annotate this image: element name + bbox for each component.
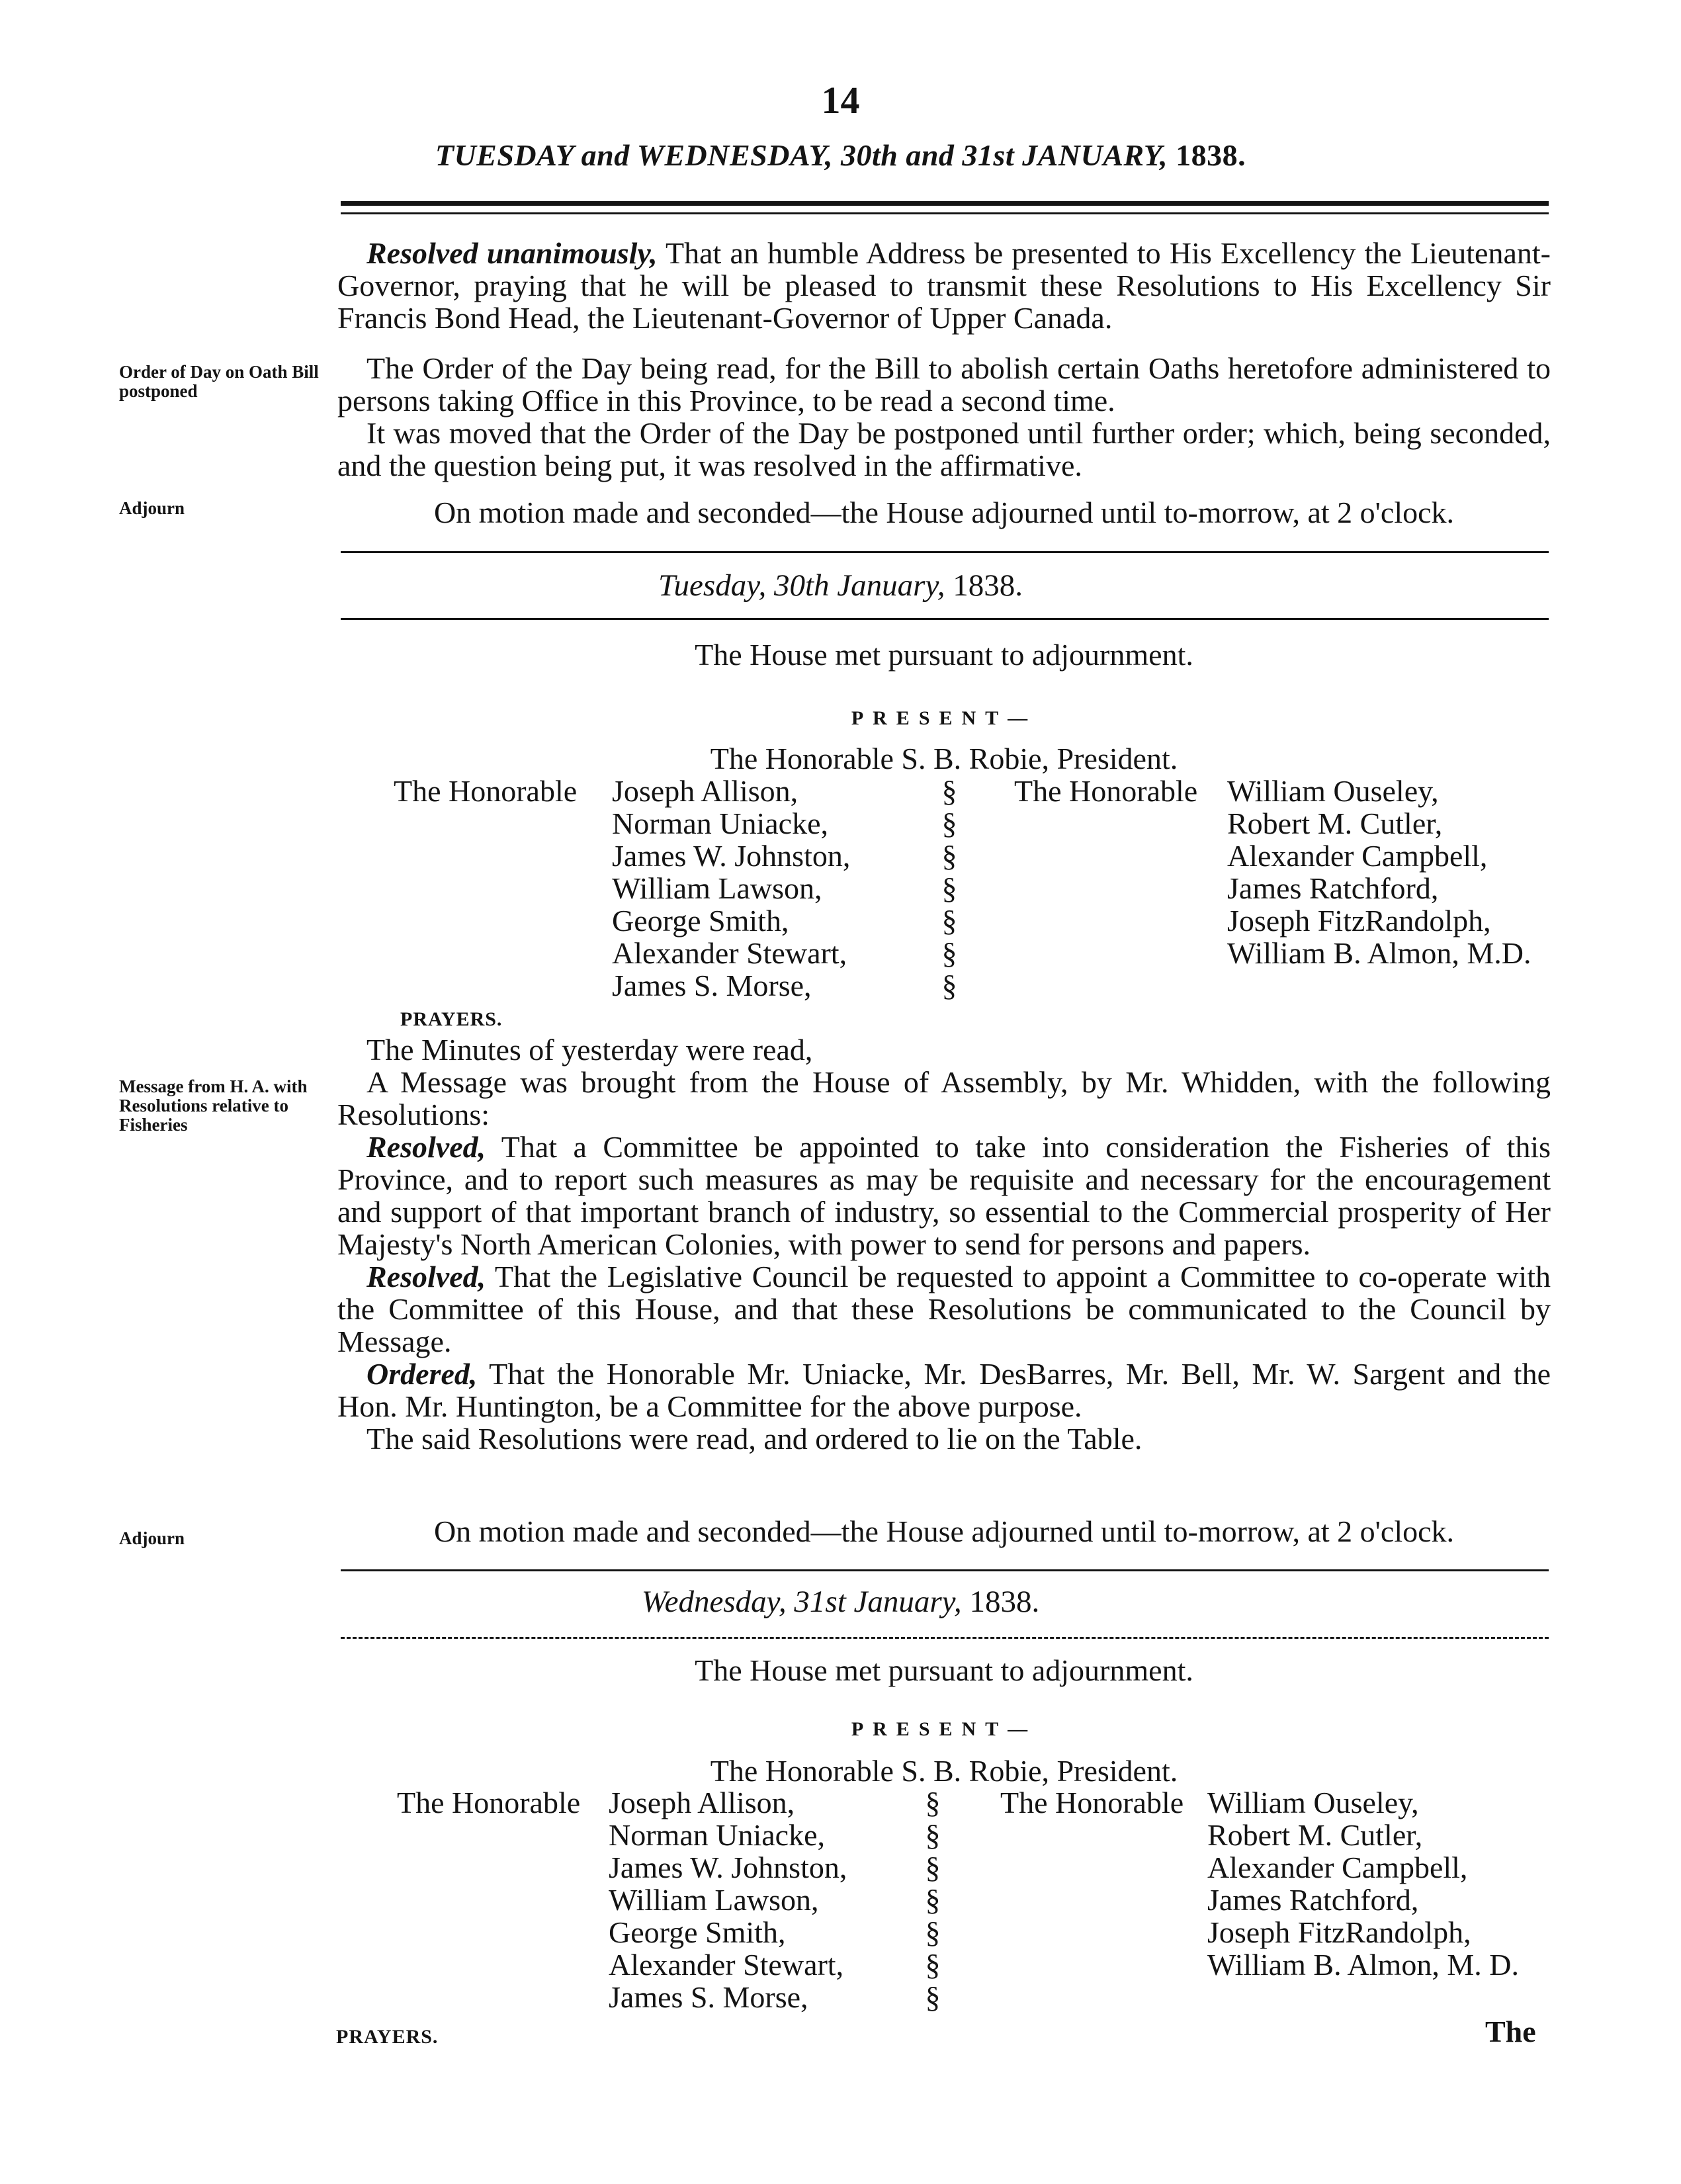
margin-note-adjourn-1: Adjourn	[119, 498, 185, 518]
member-name: Norman Uniacke,	[612, 807, 828, 840]
member-name: James S. Morse,	[609, 1980, 808, 2014]
member-name: James Ratchford,	[1227, 871, 1439, 905]
ordered-text: That the Honorable Mr. Uniacke, Mr. DesBarres, Mr. Bell, Mr. W. Sargent and the Hon. Mr. Huntington, be a Committee for the above purpose.	[337, 1357, 1551, 1423]
margin-note-adjourn-2: Adjourn	[119, 1528, 185, 1548]
house-met-text: The House met pursuant to adjournment.	[695, 1653, 1193, 1687]
adjourn-text-1: On motion made and seconded—the House adjourned until to-morrow, at 2 o'clock.	[433, 496, 1455, 529]
said-resolutions-text: The said Resolutions were read, and ordered to lie on the Table.	[366, 1422, 1142, 1456]
resolved-unanimously-label: Resolved unanimously,	[366, 236, 658, 270]
running-head-days: TUESDAY and WEDNESDAY,	[435, 138, 833, 172]
member-name: William Ouseley,	[1227, 774, 1439, 808]
brace-glyph: §	[941, 904, 957, 938]
member-name: Robert M. Cutler,	[1207, 1818, 1423, 1852]
brace-glyph: §	[925, 1980, 941, 2014]
section-rule	[341, 618, 1549, 620]
date-heading-year: 1838.	[953, 568, 1023, 603]
member-name: Joseph Allison,	[612, 774, 798, 808]
date-heading-tuesday	[0, 568, 1681, 603]
present-heading: PRESENT—	[851, 1718, 1037, 1740]
members-right-prefix: The Honorable	[1014, 774, 1198, 808]
members-right-prefix: The Honorable	[1000, 1786, 1184, 1819]
members-right-list	[1207, 1786, 1519, 1981]
minutes-text: The Minutes of yesterday were read,	[366, 1033, 813, 1067]
message-section	[337, 1033, 1551, 1455]
brace-glyph: §	[941, 936, 957, 970]
members-left-prefix: The Honorable	[394, 774, 578, 808]
prayers-label: PRAYERS.	[400, 1008, 503, 1030]
date-heading-day: Wednesday, 31st January,	[641, 1585, 962, 1619]
brace-glyph: §	[941, 807, 957, 840]
brace-glyph: §	[941, 969, 957, 1002]
present-heading: PRESENT—	[851, 707, 1037, 729]
ordered-label: Ordered,	[366, 1357, 478, 1391]
member-name: Joseph FitzRandolph,	[1207, 1915, 1471, 1949]
resolved-label: Resolved,	[366, 1130, 486, 1164]
president-line: The Honorable S. B. Robie, President.	[710, 1754, 1178, 1788]
member-name: James S. Morse,	[612, 969, 812, 1002]
brace-column	[929, 775, 969, 1002]
brace-glyph: §	[925, 1883, 941, 1917]
members-left-list	[612, 775, 850, 1002]
member-name: Norman Uniacke,	[609, 1818, 825, 1852]
member-name: Joseph FitzRandolph,	[1227, 904, 1491, 938]
resolution-paragraph	[337, 237, 1551, 334]
resolution-council-text: That the Legislative Council be requested to appoint a Committee to co-operate with the Committee of this House, and that these Resolutions be communicated to the Council by Message.	[337, 1260, 1551, 1358]
date-heading-wednesday	[0, 1584, 1681, 1620]
order-of-day-text: The Order of the Day being read, for the Bill to abolish certain Oaths heretofore administered to persons taking Office in this Province, to be read a second time.	[337, 351, 1551, 417]
president-line: The Honorable S. B. Robie, President.	[710, 742, 1178, 775]
resolved-label: Resolved,	[366, 1260, 486, 1293]
section-rule	[341, 551, 1549, 553]
brace-glyph: §	[925, 1786, 941, 1819]
page-number: 14	[821, 79, 860, 122]
brace-column	[913, 1786, 953, 2013]
member-name: Robert M. Cutler,	[1227, 807, 1443, 840]
members-left-list	[609, 1786, 847, 2013]
member-name: William B. Almon, M.D.	[1227, 936, 1531, 970]
running-head-dates: 30th and 31st JANUARY,	[840, 138, 1168, 172]
section-rule	[341, 1637, 1549, 1639]
member-name: Alexander Campbell,	[1207, 1851, 1468, 1884]
brace-glyph: §	[925, 1915, 941, 1949]
member-name: Alexander Campbell,	[1227, 839, 1488, 873]
resolution-fisheries-text: That a Committee be appointed to take into consideration the Fisheries of this Province, and to report such measures as may be requisite and necessary for the encouragement and support of that important branch of industry, so essential to the Commercial prosperity of Her Majesty's North American Colonies, with power to send for persons and papers.	[337, 1130, 1551, 1261]
member-name: James Ratchford,	[1207, 1883, 1419, 1917]
member-name: William Ouseley,	[1207, 1786, 1419, 1819]
date-heading-day: Tuesday, 30th January,	[658, 568, 945, 603]
member-name: James W. Johnston,	[609, 1851, 847, 1884]
members-right-list	[1227, 775, 1531, 969]
resolution-text: That an humble Address be presented to His Excellency the Lieutenant-Governor, praying that he will be pleased to transmit these Resolutions to His Excellency Sir Francis Bond Head, the Lieutenant-Governor of Upper Canada.	[337, 236, 1551, 335]
adjourn-text-2: On motion made and seconded—the House adjourned until to-morrow, at 2 o'clock.	[433, 1514, 1455, 1548]
catchword: The	[1485, 2015, 1536, 2048]
running-head	[0, 138, 1681, 173]
member-name: William B. Almon, M. D.	[1207, 1948, 1519, 1982]
member-name: Joseph Allison,	[609, 1786, 795, 1819]
prayers-label: PRAYERS.	[336, 2026, 439, 2048]
brace-glyph: §	[925, 1948, 941, 1982]
date-heading-year: 1838.	[969, 1585, 1040, 1619]
brace-glyph: §	[941, 839, 957, 873]
member-name: William Lawson,	[612, 871, 822, 905]
message-text: A Message was brought from the House of Assembly, by Mr. Whidden, with the following Resolutions:	[337, 1065, 1551, 1131]
margin-note-order-of-day: Order of Day on Oath Bill postponed	[119, 362, 319, 401]
header-double-rule	[341, 201, 1549, 214]
brace-glyph: §	[925, 1851, 941, 1884]
house-met-text: The House met pursuant to adjournment.	[695, 638, 1193, 672]
member-name: Alexander Stewart,	[609, 1948, 844, 1982]
order-of-day-paragraphs	[337, 352, 1551, 482]
brace-glyph: §	[941, 774, 957, 808]
brace-glyph: §	[925, 1818, 941, 1852]
member-name: William Lawson,	[609, 1883, 819, 1917]
member-name: George Smith,	[609, 1915, 786, 1949]
members-left-prefix: The Honorable	[397, 1786, 581, 1819]
margin-note-message: Message from H. A. with Resolutions relative to Fisheries	[119, 1076, 308, 1135]
member-name: George Smith,	[612, 904, 789, 938]
member-name: James W. Johnston,	[612, 839, 851, 873]
section-rule	[341, 1569, 1549, 1571]
member-name: Alexander Stewart,	[612, 936, 847, 970]
postponed-text: It was moved that the Order of the Day be postponed until further order; which, being seconded, and the question being put, it was resolved in the affirmative.	[337, 416, 1551, 482]
brace-glyph: §	[941, 871, 957, 905]
running-head-year: 1838.	[1176, 138, 1246, 172]
